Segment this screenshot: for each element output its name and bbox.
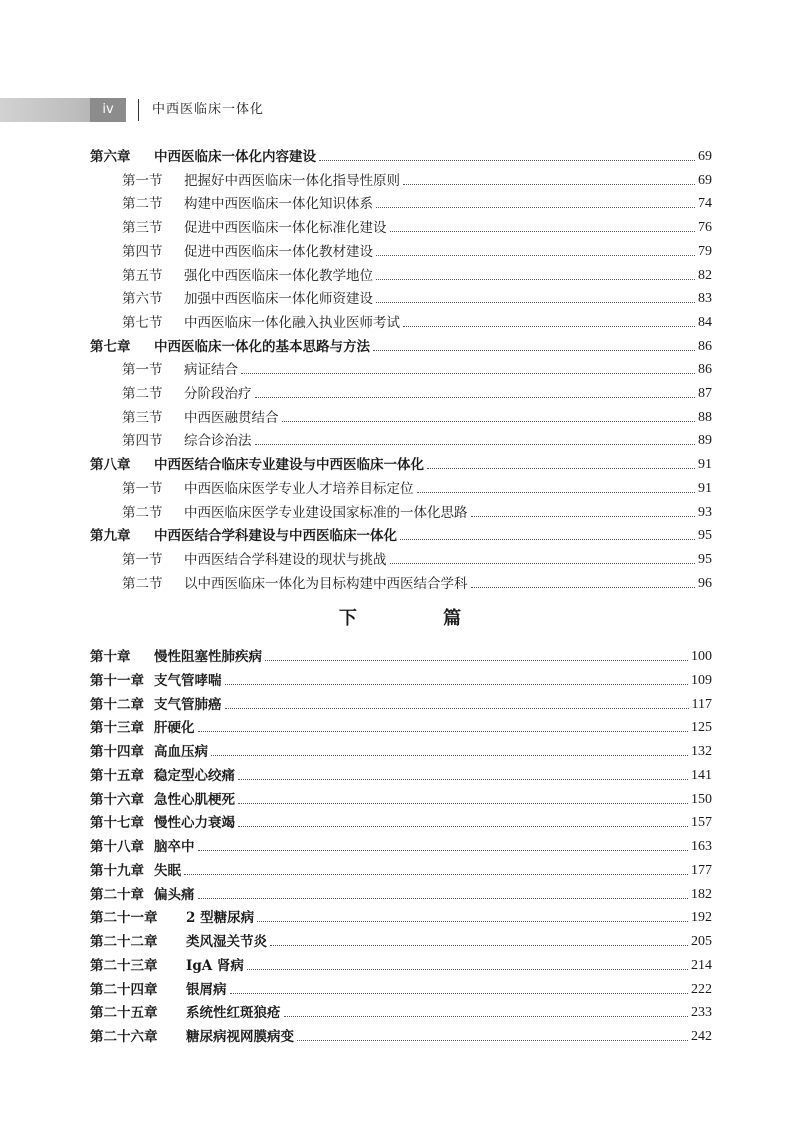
toc-entry-number: 第十四章 [90,744,144,760]
toc-entry-title: 高血压病 [154,744,208,760]
toc-entry [122,191,712,214]
toc-entry-page: 69 [698,172,712,188]
toc-entry-title: 糖尿病视网膜病变 [186,1029,294,1045]
toc-entry-page: 192 [691,910,712,926]
toc-entry-title: 银屑病 [186,981,227,998]
toc-entry-number: 第七章 [90,338,131,355]
toc-entry-page: 132 [691,744,712,759]
toc-entry-title: 强化中西医临床一体化教学地位 [184,267,373,284]
toc-entry-title: 中西医临床一体化内容建设 [154,149,316,165]
toc-entry-page: 242 [691,1029,712,1044]
toc-entry-title: 以中西医临床一体化为目标构建中西医结合学科 [184,575,468,592]
toc-entry [90,834,712,857]
toc-entry [90,977,712,1000]
dot-leader [198,897,689,899]
dot-leader [198,849,689,851]
toc-entry-number: 第一节 [122,551,163,568]
toc-entry [90,715,712,738]
dot-leader [373,349,695,351]
toc-entry-number: 第十八章 [90,839,144,855]
dot-leader [284,1015,689,1017]
toc-entry-page: 79 [698,243,712,259]
toc-entry-page: 86 [698,338,712,354]
dot-leader [184,873,688,875]
toc-entry-number: 第六节 [122,291,163,308]
toc-entry [90,334,712,357]
toc-entry-title: 2 型糖尿病 [186,910,255,927]
toc-entry [122,239,712,262]
dot-leader [297,1039,688,1041]
toc-entry-page: 91 [698,480,712,496]
toc-entry-number: 第一节 [122,172,163,189]
toc-entry-title: 中西医结合学科建设的现状与挑战 [184,551,387,568]
toc-entry-number: 第十一章 [90,672,144,689]
dot-leader [241,372,695,374]
dot-leader [282,420,696,422]
toc-entry-title: 把握好中西医临床一体化指导性原则 [184,172,400,189]
toc-entry-number: 第二十一章 [90,910,158,927]
toc-entry-number: 第六章 [90,149,131,165]
toc-entry-title: 中西医结合临床专业建设与中西医临床一体化 [154,457,424,474]
toc-entry-title: 构建中西医临床一体化知识体系 [184,196,373,213]
dot-leader [471,515,696,517]
toc-entry [90,739,712,762]
toc-entry-number: 第十七章 [90,815,144,832]
dot-leader [257,920,688,922]
toc-entry [122,476,712,499]
dot-leader [211,754,688,756]
dot-leader [198,730,689,732]
toc-entry-page: 95 [698,528,712,544]
toc-entry-number: 第十九章 [90,862,144,879]
dot-leader [225,683,689,685]
toc-entry-page: 82 [698,267,712,283]
dot-leader [400,538,695,540]
toc-entry [122,381,712,404]
dot-leader [390,230,696,232]
toc-entry-page: 87 [698,386,712,401]
toc-entry-number: 第九章 [90,528,131,545]
toc-entry-page: 96 [698,575,712,591]
toc-entry-title: 中西医临床医学专业人才培养目标定位 [184,480,414,497]
dot-leader [376,278,695,280]
dot-leader [390,562,696,564]
toc-entry [122,263,712,286]
toc-entry-page: 91 [698,457,712,473]
dot-leader [417,491,696,493]
toc-entry-title: 偏头痛 [154,886,195,903]
toc-entry [90,882,712,905]
toc-entry-number: 第一节 [122,362,163,379]
dot-leader [255,443,696,445]
dot-leader [427,467,695,469]
toc-entry-number: 第四节 [122,243,163,260]
toc-entry-page: 157 [691,815,712,831]
toc-entry [122,571,712,594]
toc-entry-page: 100 [691,649,712,664]
toc-entry-page: 233 [691,1005,712,1021]
toc-entry-title: 稳定型心绞痛 [154,767,235,784]
toc-entry-number: 第二十六章 [90,1029,158,1045]
toc-entry-number: 第十三章 [90,720,144,737]
dot-leader [238,778,688,780]
toc-entry-number: 第二十五章 [90,1005,158,1022]
toc-entry [90,523,712,546]
dot-leader [376,301,695,303]
toc-entry-page: 69 [698,149,712,164]
toc-entry-title: 慢性心力衰竭 [154,815,235,832]
toc-entry-title: 促进中西医临床一体化标准化建设 [184,220,387,237]
dot-leader [471,586,696,588]
toc-entry-page: 109 [691,672,712,688]
toc-entry-title: 失眠 [154,862,181,879]
toc-entry [90,810,712,833]
toc-entry [122,428,712,451]
toc-entry [122,215,712,238]
toc-entry-number: 第十二章 [90,696,144,713]
dot-leader [319,159,695,161]
toc-entry-number: 第七节 [122,314,163,331]
toc-entry-title: 肝硬化 [154,720,195,737]
toc-entry-title: 病证结合 [184,362,238,379]
dot-leader [255,396,696,398]
toc-entry-title: 综合诊治法 [184,433,252,450]
dot-leader [225,707,689,709]
toc-entry-page: 88 [698,409,712,425]
dot-leader [270,944,688,946]
part-heading: 下 篇 [338,608,502,629]
toc-entry-title: 支气管哮喘 [154,672,222,689]
dot-leader [403,183,695,185]
toc-entry-page: 95 [698,551,712,567]
header-divider [138,99,139,121]
toc-entry-title: 中西医临床一体化的基本思路与方法 [154,338,370,355]
toc-entry-number: 第十六章 [90,791,144,808]
dot-leader [230,992,689,994]
dot-leader [376,206,695,208]
toc-entry-page: 89 [698,433,712,449]
toc-entry [90,692,712,715]
toc-entry-title: 中西医融贯结合 [184,409,279,426]
toc-entry-number: 第八章 [90,457,131,474]
toc-entry-number: 第三节 [122,409,163,426]
toc-entry-page: 93 [698,504,712,520]
toc-entry [90,452,712,475]
toc-entry [90,1024,712,1047]
toc-entry [90,787,712,810]
running-head-title: 中西医临床一体化 [152,102,265,117]
toc-entry-page: 141 [691,767,712,783]
toc-entry-page: 74 [698,196,712,212]
toc-entry [90,644,712,667]
toc-entry [122,168,712,191]
toc-entry-title: 支气管肺癌 [154,696,222,713]
toc-entry [122,286,712,309]
toc-entry [122,357,712,380]
toc-entry [90,1000,712,1023]
dot-leader [265,659,688,661]
dot-leader [247,968,688,970]
toc-entry-title: IgA 肾病 [186,957,244,974]
toc-entry-page: 76 [698,220,712,236]
toc-entry-title: 脑卒中 [154,839,195,855]
toc-entry [122,547,712,570]
toc-entry [90,763,712,786]
toc-entry [90,858,712,881]
toc-entry [122,405,712,428]
toc-entry-number: 第二十三章 [90,957,158,974]
toc-entry-title: 加强中西医临床一体化师资建设 [184,291,373,308]
toc-entry-title: 促进中西医临床一体化教材建设 [184,243,373,260]
toc-entry-page: 222 [691,981,712,997]
dot-leader [238,802,688,804]
toc-entry [90,905,712,928]
dot-leader [403,325,695,327]
toc-entry-page: 117 [691,696,712,712]
toc-entry-number: 第十章 [90,649,131,665]
toc-entry-number: 第五节 [122,267,163,284]
toc-entry-number: 第二节 [122,386,163,402]
toc-entry-page: 163 [691,839,712,854]
toc-entry-title: 类风湿关节炎 [186,934,267,950]
toc-entry-title: 系统性红斑狼疮 [186,1005,281,1022]
toc-entry-number: 第一节 [122,480,163,497]
toc-entry-number: 第十五章 [90,767,144,784]
toc-entry-number: 第二十章 [90,886,144,903]
toc-entry-page: 83 [698,291,712,307]
toc-entry [122,310,712,333]
page-number: iv [90,98,126,122]
toc-entry [122,500,712,523]
toc-entry [90,929,712,952]
dot-leader [376,254,695,256]
toc-entry-page: 86 [698,362,712,378]
toc-entry-title: 慢性阻塞性肺疾病 [154,649,262,665]
toc-entry-page: 150 [691,791,712,807]
toc-entry-number: 第二节 [122,504,163,521]
toc-entry-number: 第四节 [122,433,163,450]
toc-entry [90,144,712,167]
toc-entry-page: 182 [691,886,712,902]
toc-entry-title: 急性心肌梗死 [154,791,235,808]
toc-entry-title: 中西医结合学科建设与中西医临床一体化 [154,528,397,545]
toc-entry [90,668,712,691]
toc-entry-number: 第二节 [122,575,163,592]
toc-entry-title: 分阶段治疗 [184,386,252,402]
toc-entry-number: 第二十二章 [90,934,158,950]
dot-leader [238,825,688,827]
toc-entry-number: 第二十四章 [90,981,158,998]
toc-entry-page: 84 [698,314,712,330]
toc-entry-number: 第二节 [122,196,163,213]
toc-entry-page: 214 [691,957,712,973]
toc-entry-title: 中西医临床一体化融入执业医师考试 [184,314,400,331]
toc-entry-title: 中西医临床医学专业建设国家标准的一体化思路 [184,504,468,521]
toc-entry-page: 177 [691,862,712,878]
toc-entry [90,953,712,976]
toc-entry-page: 205 [691,934,712,949]
toc-entry-number: 第三节 [122,220,163,237]
toc-entry-page: 125 [691,720,712,736]
